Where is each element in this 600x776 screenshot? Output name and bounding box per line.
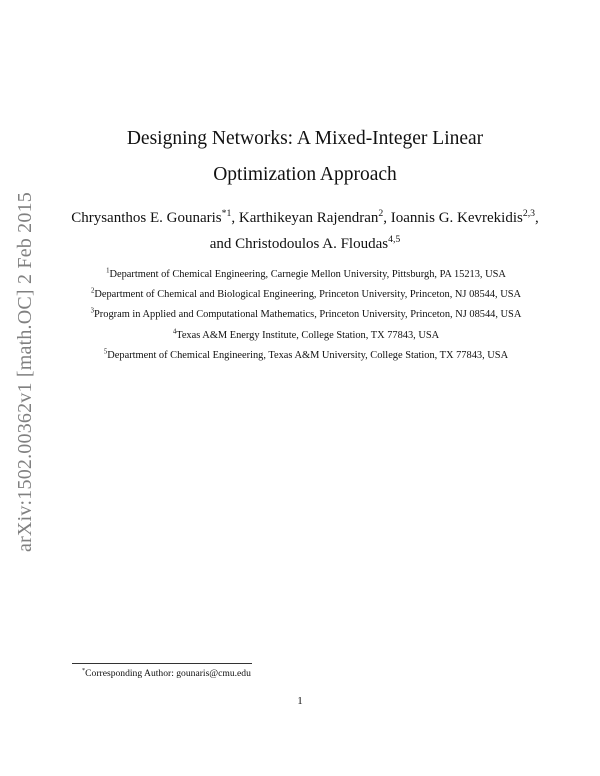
affiliation-text: Program in Applied and Computational Mathematics, Princeton University, Princeton, NJ 08544, USA <box>94 309 522 321</box>
affiliation-list <box>66 265 546 366</box>
affiliation <box>66 346 546 366</box>
author-separator: , and <box>209 210 539 252</box>
author-affiliation-mark: 4,5 <box>388 234 401 245</box>
author-affiliation-mark: *1 <box>221 208 232 219</box>
corresponding-author-footnote <box>82 668 251 679</box>
affiliation-mark: 1 <box>106 267 110 275</box>
affiliation <box>66 326 546 346</box>
affiliation-text: Department of Chemical Engineering, Texas A&M University, College Station, TX 77843, USA <box>107 349 509 361</box>
affiliation <box>66 305 546 325</box>
author-name: Ioannis G. Kevrekidis <box>390 210 523 226</box>
affiliation <box>66 265 546 285</box>
affiliation-mark: 5 <box>103 348 108 356</box>
author-list <box>60 205 550 257</box>
footnote-mark: * <box>82 666 86 674</box>
affiliation-text: Texas A&M Energy Institute, College Station, TX 77843, USA <box>176 329 440 341</box>
affiliation-mark: 3 <box>90 307 95 315</box>
affiliation-text: Department of Chemical Engineering, Carnegie Mellon University, Pittsburgh, PA 15213, USA <box>109 269 506 280</box>
title-line-1: Designing Networks: A Mixed-Integer Linear <box>126 128 484 149</box>
affiliation-text: Department of Chemical and Biological Engineering, Princeton University, Princeton, NJ 08544, USA <box>94 289 522 301</box>
author-separator: , <box>231 210 239 226</box>
author-name: Christodoulos A. Floudas <box>235 236 389 252</box>
author-name: Karthikeyan Rajendran <box>238 210 379 226</box>
arxiv-identifier-stamp: arXiv:1502.00362v1 [math.OC] 2 Feb 2015 <box>14 192 36 552</box>
affiliation <box>66 285 546 305</box>
affiliation-mark: 4 <box>172 328 177 336</box>
author-affiliation-mark: 2 <box>378 208 384 219</box>
footnote-divider <box>72 663 252 664</box>
footnote-text: Corresponding Author: gounaris@cmu.edu <box>85 668 251 679</box>
author-separator: , <box>383 210 391 226</box>
author-name: Chrysanthos E. Gounaris <box>71 210 222 226</box>
title-line-2: Optimization Approach <box>213 164 397 185</box>
author-affiliation-mark: 2,3 <box>522 208 536 219</box>
paper-title <box>60 121 550 193</box>
page-number: 1 <box>297 695 303 707</box>
affiliation-mark: 2 <box>90 287 95 295</box>
